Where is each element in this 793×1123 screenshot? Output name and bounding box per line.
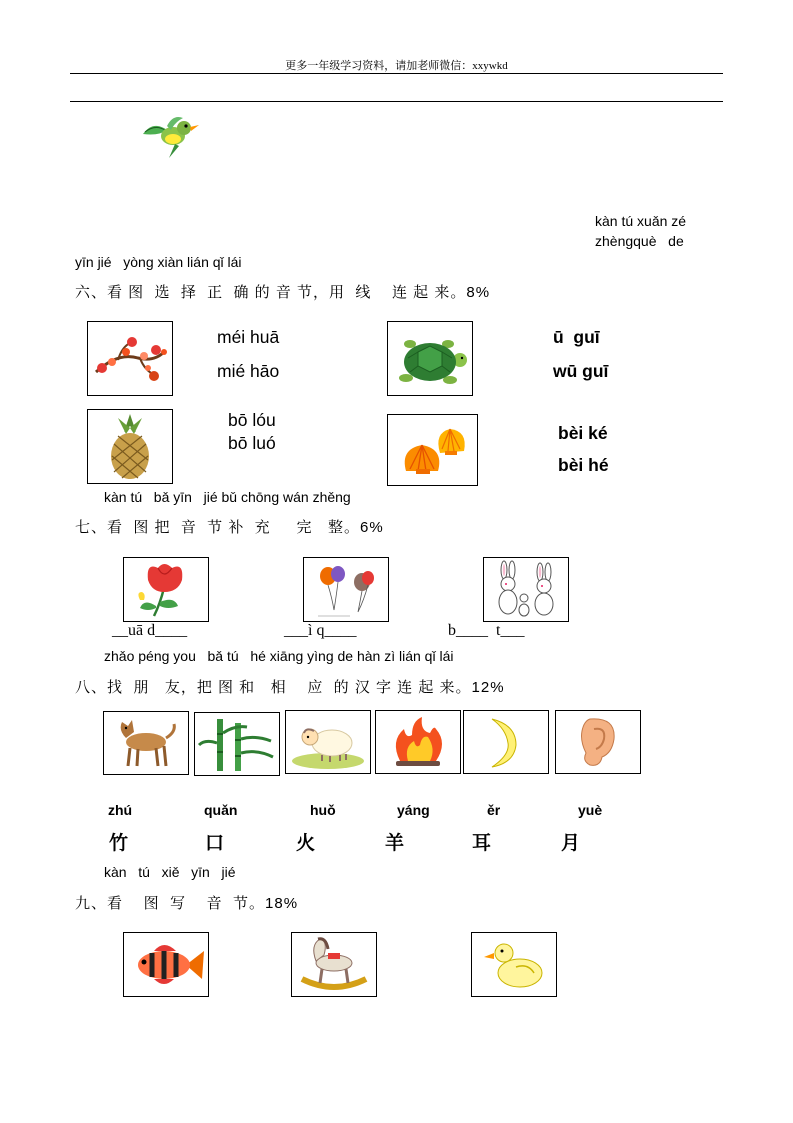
bamboo-icon — [195, 713, 279, 775]
ear-icon — [556, 711, 640, 773]
bamboo-picture — [194, 712, 280, 776]
sheep-icon — [286, 711, 370, 773]
turtle-icon — [388, 322, 472, 395]
pinyin-yue: yuè — [578, 802, 603, 818]
shell-picture — [387, 414, 478, 486]
option-wu-gui: wū guī — [553, 361, 609, 381]
pineapple-icon — [88, 410, 172, 483]
hanzi-kou: 口 — [205, 833, 225, 854]
shell-icon — [388, 415, 477, 485]
pinyin-zhu: zhú — [108, 802, 133, 818]
sheep-picture — [285, 710, 371, 774]
hanzi-yue: 月 — [561, 833, 581, 854]
bird-icon — [139, 112, 201, 160]
turtle-picture — [387, 321, 473, 396]
fire-icon — [376, 711, 460, 773]
option-bo-lou: bō lóu — [228, 410, 276, 430]
option-bei-ke: bèi ké — [558, 423, 608, 443]
balloons-icon — [304, 558, 388, 621]
ear-picture — [555, 710, 641, 774]
section-8-heading: 八、找 朋 友，把 图 和 相 应 的 汉 字 连 起 来。12% — [75, 679, 505, 696]
intro-pinyin-line-1: kàn tú xuǎn zé — [595, 213, 687, 229]
fish-picture — [123, 932, 209, 997]
option-mei-hua: méi huā — [217, 327, 280, 347]
rocking-horse-icon — [292, 933, 376, 996]
header-note: 更多一年级学习资料，请加老师微信：xxywkd — [285, 60, 508, 72]
balloons-picture — [303, 557, 389, 622]
pinyin-yang: yáng — [397, 802, 430, 818]
section-7-pinyin: kàn tú bǎ yīn jié bǔ chōng wán zhěng — [104, 489, 351, 505]
hanzi-zhu: 竹 — [109, 833, 129, 854]
moon-icon — [464, 711, 548, 773]
duck-icon — [472, 933, 556, 996]
plum-blossom-icon — [88, 322, 172, 395]
dog-picture — [103, 711, 189, 775]
option-bei-he: bèi hé — [558, 455, 609, 475]
plum-blossom-picture — [87, 321, 173, 396]
pineapple-picture — [87, 409, 173, 484]
option-mie-hao: mié hāo — [217, 361, 280, 381]
section-9-heading: 九、看 图 写 音 节。18% — [75, 895, 299, 912]
section-6-heading: 六、看 图 选 择 正 确 的 音 节，用 线 连 起 来。8% — [75, 284, 491, 301]
section-7-heading: 七、看 图 把 音 节 补 充 完 整。6% — [75, 519, 384, 536]
fire-picture — [375, 710, 461, 774]
blank-flower[interactable]: __uā d____ — [112, 622, 188, 639]
flower-icon — [124, 558, 208, 621]
hanzi-er: 耳 — [472, 833, 492, 854]
section-9-pinyin: kàn tú xiě yīn jié — [104, 864, 236, 880]
dog-icon — [104, 712, 188, 774]
flower-picture — [123, 557, 209, 622]
header-rule-top — [70, 73, 723, 74]
rocking-horse-picture — [291, 932, 377, 997]
moon-picture — [463, 710, 549, 774]
pinyin-huo: huǒ — [310, 802, 336, 818]
pinyin-quan: quǎn — [204, 802, 238, 818]
header-rule-bottom — [70, 101, 723, 102]
rabbits-picture — [483, 557, 569, 622]
pinyin-er: ěr — [487, 802, 501, 818]
rabbits-icon — [484, 558, 568, 621]
intro-pinyin-line-2: zhèngquè de — [595, 233, 684, 249]
duck-picture — [471, 932, 557, 997]
intro-pinyin-line-3: yīn jié yòng xiàn lián qǐ lái — [75, 254, 242, 270]
option-bo-luo: bō luó — [228, 433, 276, 453]
hanzi-yang: 羊 — [385, 833, 405, 854]
option-u-gui: ū guī — [553, 327, 600, 347]
blank-rabbits[interactable]: b____ t___ — [448, 622, 525, 639]
hanzi-huo: 火 — [296, 833, 316, 854]
section-8-pinyin: zhǎo péng you bǎ tú hé xiāng yìng de hàn zì lián qǐ lái — [104, 648, 454, 664]
blank-balloons[interactable]: ___ì q____ — [284, 622, 357, 639]
fish-icon — [124, 933, 208, 996]
